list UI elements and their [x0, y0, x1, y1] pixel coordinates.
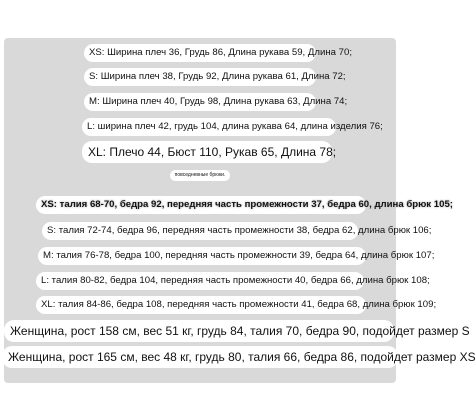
- model-info-2: Женщина, рост 165 см, вес 48 кг, грудь 80, талия 66, бедра 86, подойдет размер XS: [2, 346, 398, 368]
- top-size-m: M: Ширина плеч 40, Грудь 98, Длина рукава 63, Длина 74;: [84, 93, 316, 111]
- pants-size-xs: XS: талия 68-70, бедра 92, передняя часть промежности 37, бедра 60, длина брюк 105;: [36, 196, 366, 214]
- top-size-xl: XL: Плечо 44, Бюст 110, Рукав 65, Длина 78;: [82, 141, 332, 163]
- model-info-1: Женщина, рост 158 см, вес 51 кг, грудь 84, талия 70, бедра 90, подойдет размер S: [4, 320, 394, 342]
- top-size-l: L: ширина плеч 42, грудь 104, длина рукава 64, длина изделия 76;: [82, 118, 336, 136]
- top-size-s: S: Ширина плеч 38, Грудь 92, Длина рукава 61, Длина 72;: [84, 68, 316, 86]
- pants-size-m: M: талия 76-78, бедра 100, передняя часть промежности 39, бедра 64, длина брюк 107;: [38, 247, 366, 265]
- pants-size-xl: XL: талия 84-86, бедра 108, передняя часть промежности 41, бедра 68, длина брюк 109;: [36, 296, 366, 314]
- top-size-xs: XS: Ширина плеч 36, Грудь 86, Длина рукава 59, Длина 70;: [84, 44, 316, 62]
- pants-size-l: L: талия 80-82, бедра 104, передняя часть промежности 40, бедра 66, длина брюк 108;: [36, 272, 364, 290]
- pants-caption: повседневные брюки.: [170, 170, 230, 181]
- pants-size-s: S: талия 72-74, бедра 96, передняя часть промежности 38, бедра 62, длина брюк 106;: [42, 222, 358, 240]
